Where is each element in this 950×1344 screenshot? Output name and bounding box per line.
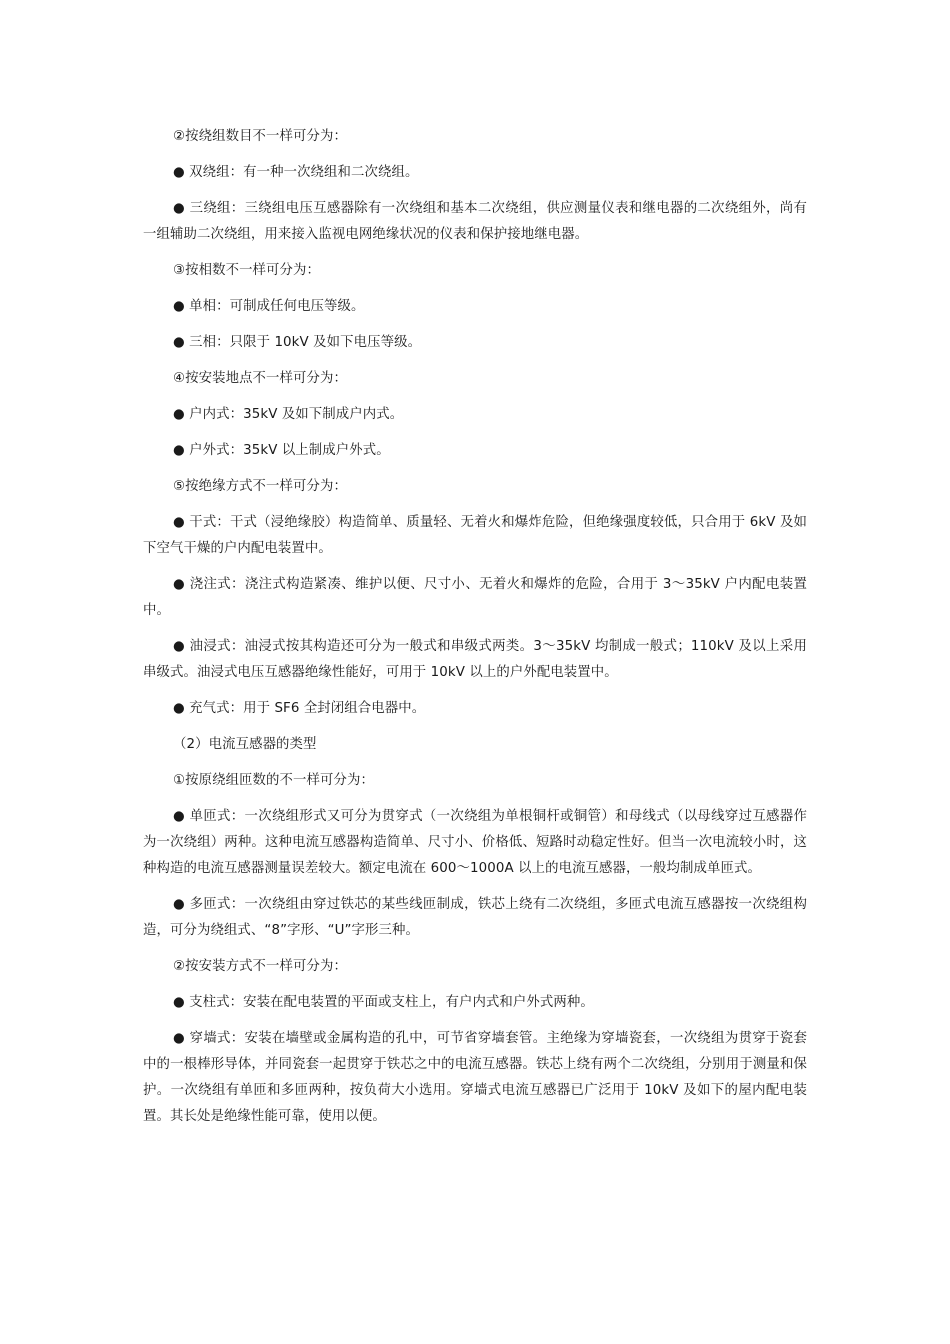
- item-outdoor: ● 户外式：35kV 以上制成户外式。: [173, 443, 390, 458]
- item-wall-type: ● 穿墙式：安装在墙壁或金属构造的孔中，可节省穿墙套管。主绝缘为穿墙瓷套，一次绕组为贯穿于瓷套中的一根棒形导体，并同瓷套一起贯穿于铁芯之中的电流互感器。铁芯上绕有两个二次绕组，分别用于测量和保护。一次绕组有单匝和多匝两种，按负荷大小选用。穿墙式电流互感器已广泛用于 10kV 及如下的屋内配电装置。其长处是绝缘性能可靠，使用以便。: [143, 1031, 807, 1124]
- document-page: [143, 124, 807, 1140]
- item-dry-type: ● 干式：干式（浸绝缘胶）构造简单、质量轻、无着火和爆炸危险，但绝缘强度较低，只合用于 6kV 及如下空气干燥的户内配电装置中。: [143, 515, 807, 556]
- subheading-phase-count: ③按相数不一样可分为：: [173, 263, 321, 278]
- item-indoor: ● 户内式：35kV 及如下制成户内式。: [173, 407, 404, 422]
- item-three-phase: ● 三相：只限于 10kV 及如下电压等级。: [173, 335, 422, 350]
- item-oil-immersed: ● 油浸式：油浸式按其构造还可分为一般式和串级式两类。3～35kV 均制成一般式；110kV 及以上采用串级式。油浸式电压互感器绝缘性能好，可用于 10kV 以上的户外配电装置中。: [143, 639, 807, 680]
- subheading-install-location: ④按安装地点不一样可分为：: [173, 371, 347, 386]
- subheading-install-method: ②按安装方式不一样可分为：: [173, 959, 347, 974]
- item-double-winding: ● 双绕组：有一种一次绕组和二次绕组。: [173, 165, 419, 180]
- section-heading-current-transformer: （2）电流互感器的类型: [173, 737, 317, 752]
- item-cast-type: ● 浇注式：浇注式构造紧凑、维护以便、尺寸小、无着火和爆炸的危险，合用于 3～35kV 户内配电装置中。: [143, 577, 807, 618]
- item-multi-turn: ● 多匝式：一次绕组由穿过铁芯的某些线匝制成，铁芯上绕有二次绕组，多匝式电流互感器按一次绕组构造，可分为绕组式、“8”字形、“U”字形三种。: [143, 897, 807, 938]
- item-single-turn: ● 单匝式：一次绕组形式又可分为贯穿式（一次绕组为单根铜杆或铜管）和母线式（以母线穿过互感器作为一次绕组）两种。这种电流互感器构造简单、尺寸小、价格低、短路时动稳定性好。但当一次电流较小时，这种构造的电流互感器测量误差较大。额定电流在 600～1000A 以上的电流互感器，一般均制成单匝式。: [143, 809, 807, 876]
- item-pillar-type: ● 支柱式：安装在配电装置的平面或支柱上，有户内式和户外式两种。: [173, 995, 594, 1010]
- subheading-primary-turns: ①按原绕组匝数的不一样可分为：: [173, 773, 374, 788]
- item-triple-winding: ● 三绕组：三绕组电压互感器除有一次绕组和基本二次绕组，供应测量仪表和继电器的二次绕组外，尚有一组辅助二次绕组，用来接入监视电网绝缘状况的仪表和保护接地继电器。: [143, 201, 807, 242]
- item-gas-filled: ● 充气式：用于 SF6 全封闭组合电器中。: [173, 701, 426, 716]
- item-single-phase: ● 单相：可制成任何电压等级。: [173, 299, 365, 314]
- subheading-insulation: ⑤按绝缘方式不一样可分为：: [173, 479, 347, 494]
- subheading-winding-count: ②按绕组数目不一样可分为：: [173, 129, 347, 144]
